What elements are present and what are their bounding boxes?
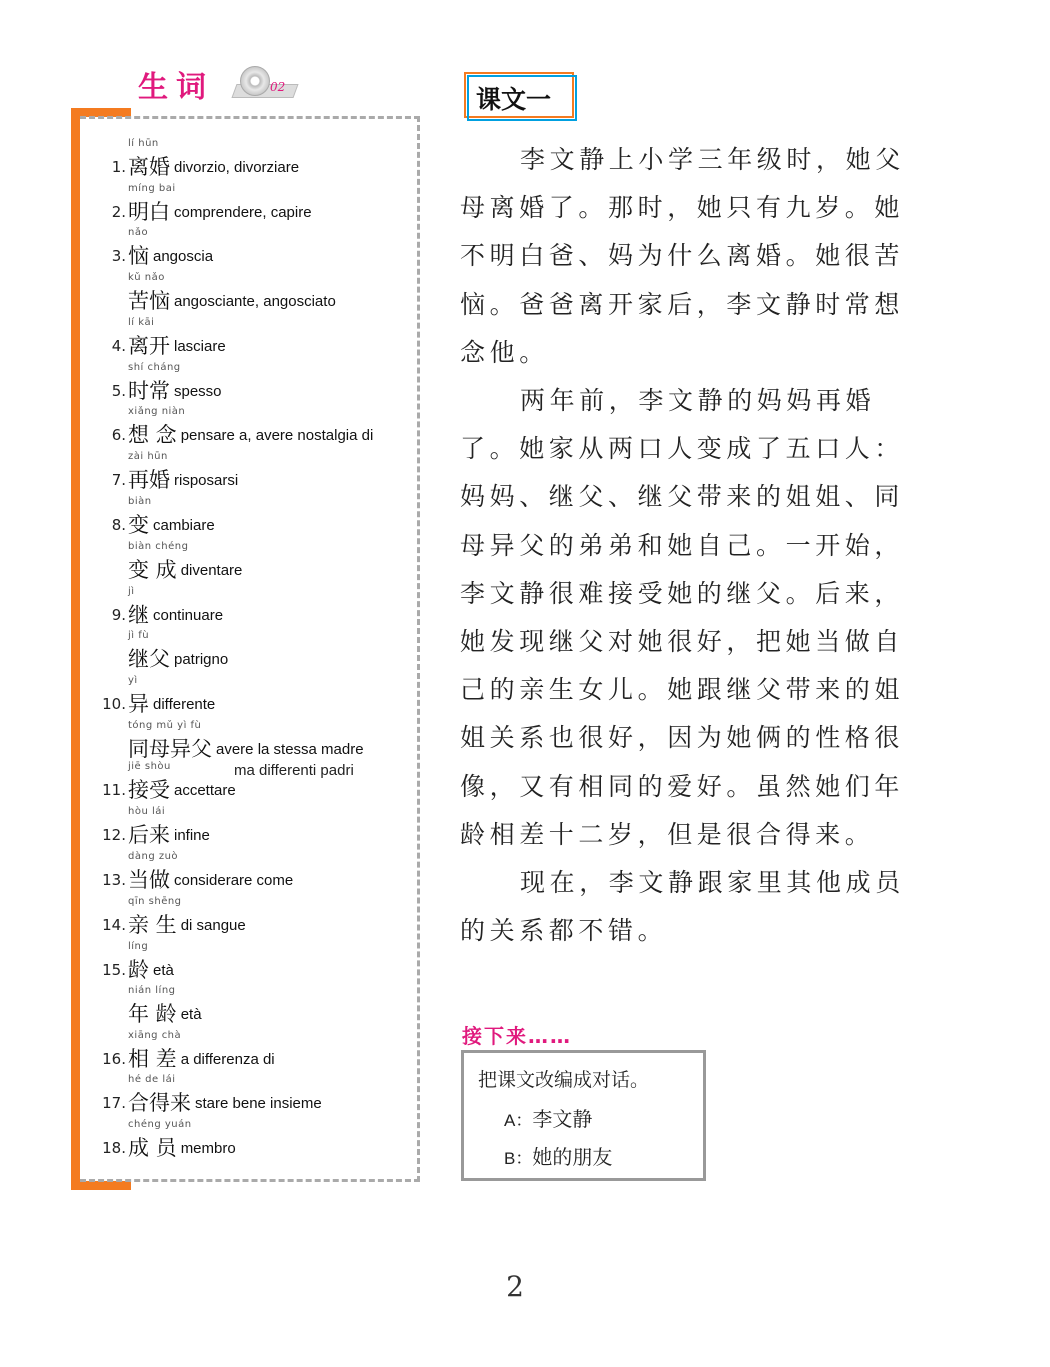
vocab-pinyin: yì — [128, 675, 138, 686]
vocab-meaning: angoscia — [153, 248, 214, 265]
vocab-hanzi: 年 龄 — [128, 1002, 177, 1026]
vocab-meaning: continuare — [153, 607, 224, 624]
vocab-meaning: spesso — [174, 383, 222, 400]
vocab-hanzi: 接受 — [128, 778, 170, 802]
vocab-hanzi: 后来 — [128, 823, 170, 847]
vocab-number: 15. — [102, 961, 126, 979]
vocab-hanzi: 龄 — [128, 958, 149, 982]
vocab-pinyin: dàng zuò — [128, 851, 179, 862]
vocab-number: 16. — [102, 1050, 126, 1068]
vocab-number: 3. — [111, 247, 126, 265]
vocab-title: 生词 — [138, 70, 214, 105]
vocab-pinyin: hé de lái — [128, 1074, 176, 1085]
cd-icon — [240, 66, 270, 96]
vocab-number: 6. — [111, 426, 126, 444]
vocab-hanzi: 恼 — [128, 244, 149, 268]
vocab-pinyin: líng — [128, 941, 149, 952]
vocab-number: 12. — [102, 826, 126, 844]
vocab-number: 1. — [111, 158, 126, 176]
vocab-number: 14. — [102, 916, 126, 934]
vocab-number: 9. — [111, 606, 126, 624]
vocab-hanzi: 继 — [128, 603, 149, 627]
vocab-pinyin: xiǎng niàn — [128, 406, 186, 417]
vocab-pinyin: jì fù — [128, 630, 150, 641]
vocab-meaning: pensare a, avere nostalgia di — [180, 427, 374, 444]
orange-corner-bottom — [71, 1181, 131, 1190]
page-number: 2 — [506, 1270, 524, 1303]
vocab-meaning: diventare — [180, 562, 243, 579]
vocab-pinyin: lí hūn — [128, 138, 159, 149]
vocab-pinyin: biàn — [128, 496, 152, 507]
vocab-pinyin: biàn chéng — [128, 541, 189, 552]
role-b-text: 她的朋友 — [532, 1145, 613, 1169]
vocab-meaning: angosciante, angosciato — [174, 293, 336, 310]
audio-track-badge[interactable] — [234, 66, 296, 98]
track-number: 02 — [270, 80, 286, 94]
vocab-meaning: cambiare — [153, 517, 215, 534]
vocab-meaning: differente — [153, 696, 216, 713]
lesson-tag — [464, 72, 576, 120]
vocab-number: 10. — [102, 695, 126, 713]
vocab-number: 5. — [111, 382, 126, 400]
vocab-hanzi: 亲 生 — [128, 913, 177, 937]
vocab-hanzi: 离开 — [128, 334, 170, 358]
role-a-text: 李文静 — [532, 1107, 593, 1131]
passage-paragraph: 李文静上小学三年级时，她父母离婚了。那时，她只有九岁。她不明白爸、妈为什么离婚。她很苦恼。爸爸离开家后，李文静时常想念他。 — [460, 145, 905, 367]
vocab-hanzi: 异 — [128, 692, 149, 716]
vocab-meaning: membro — [180, 1140, 236, 1157]
vocab-meaning: stare bene insieme — [195, 1095, 322, 1112]
vocab-pinyin: míng bai — [128, 183, 176, 194]
vocab-meaning: divorzio, divorziare — [174, 159, 300, 176]
role-a — [504, 1103, 592, 1132]
vocab-panel — [71, 108, 421, 1188]
vocab-meaning: risposarsi — [174, 472, 239, 489]
vocab-pinyin: nǎo — [128, 227, 149, 238]
next-task-box — [461, 1050, 706, 1181]
vocab-meaning: età — [180, 1006, 202, 1023]
vocab-meaning: età — [153, 962, 174, 979]
vocab-hanzi: 合得来 — [128, 1091, 191, 1115]
vocab-hanzi: 再婚 — [128, 468, 170, 492]
role-a-label: A： — [504, 1111, 533, 1130]
vocab-meaning: avere la stessa madre — [216, 741, 364, 758]
vocab-pinyin: xiāng chà — [128, 1030, 182, 1041]
vocab-hanzi: 离婚 — [128, 155, 170, 179]
passage-paragraph: 现在，李文静跟家里其他成员的关系都不错。 — [460, 868, 905, 946]
lesson-passage — [460, 136, 930, 955]
vocab-pinyin: nián líng — [128, 985, 176, 996]
vocab-meaning: lasciare — [174, 338, 226, 355]
vocab-hanzi: 时常 — [128, 379, 170, 403]
vocab-meaning: infine — [174, 827, 210, 844]
role-b-label: B： — [504, 1149, 533, 1168]
vocab-pinyin: jì — [128, 586, 135, 597]
vocab-pinyin: tóng mǔ yì fù — [128, 720, 202, 731]
vocab-hanzi: 变 — [128, 513, 149, 537]
vocab-pinyin: zài hūn — [128, 451, 168, 462]
vocab-hanzi: 相 差 — [128, 1047, 177, 1071]
vocab-pinyin: chéng yuán — [128, 1119, 192, 1130]
vocab-number: 18. — [102, 1139, 126, 1157]
role-b — [504, 1141, 612, 1170]
vocab-meaning: di sangue — [180, 917, 246, 934]
vocab-pinyin: jiē shòu — [128, 761, 171, 772]
vocab-meaning: comprendere, capire — [174, 204, 312, 221]
vocab-hanzi: 成 员 — [128, 1136, 177, 1160]
vocab-number: 7. — [111, 471, 126, 489]
vocab-number: 2. — [111, 203, 126, 221]
orange-bar — [71, 108, 80, 1190]
vocab-number: 17. — [102, 1094, 126, 1112]
vocab-pinyin: shí cháng — [128, 362, 181, 373]
vocab-hanzi: 想 念 — [128, 423, 177, 447]
vocab-meaning: a differenza di — [180, 1051, 275, 1068]
vocab-number: 8. — [111, 516, 126, 534]
vocab-meaning: considerare come — [174, 872, 294, 889]
vocab-pinyin: hòu lái — [128, 806, 166, 817]
vocab-hanzi: 同母异父 — [128, 737, 212, 761]
vocab-pinyin: qīn shēng — [128, 896, 182, 907]
vocab-meaning: patrigno — [174, 651, 229, 668]
vocab-hanzi: 苦恼 — [128, 289, 170, 313]
task-instruction: 把课文改编成对话。 — [478, 1070, 650, 1091]
vocab-hanzi: 当做 — [128, 868, 170, 892]
vocab-pinyin: kǔ nǎo — [128, 272, 165, 283]
next-section-title: 接下来…… — [462, 1024, 572, 1048]
vocab-hanzi: 继父 — [128, 647, 170, 671]
vocab-number: 11. — [102, 781, 126, 799]
vocab-meaning: accettare — [174, 782, 236, 799]
vocab-pinyin: lí kāi — [128, 317, 155, 328]
vocab-meaning-continued: ma differenti padri — [234, 762, 354, 779]
vocab-number: 4. — [111, 337, 126, 355]
passage-paragraph: 两年前，李文静的妈妈再婚了。她家从两口人变成了五口人：妈妈、继父、继父带来的姐姐、同母异父的弟弟和她自己。一开始，李文静很难接受她的继父。后来，她发现继父对她很好，把她当做自己的亲生女儿。她跟继父带来的姐姐关系也很好，因为她俩的性格很像，又有相同的爱好。虽然她们年龄相差十二岁，但是很合得来。 — [460, 386, 905, 849]
lesson-tag-label: 课文一 — [476, 85, 552, 114]
vocab-hanzi: 变 成 — [128, 558, 177, 582]
vocab-hanzi: 明白 — [128, 200, 170, 224]
vocab-number: 13. — [102, 871, 126, 889]
